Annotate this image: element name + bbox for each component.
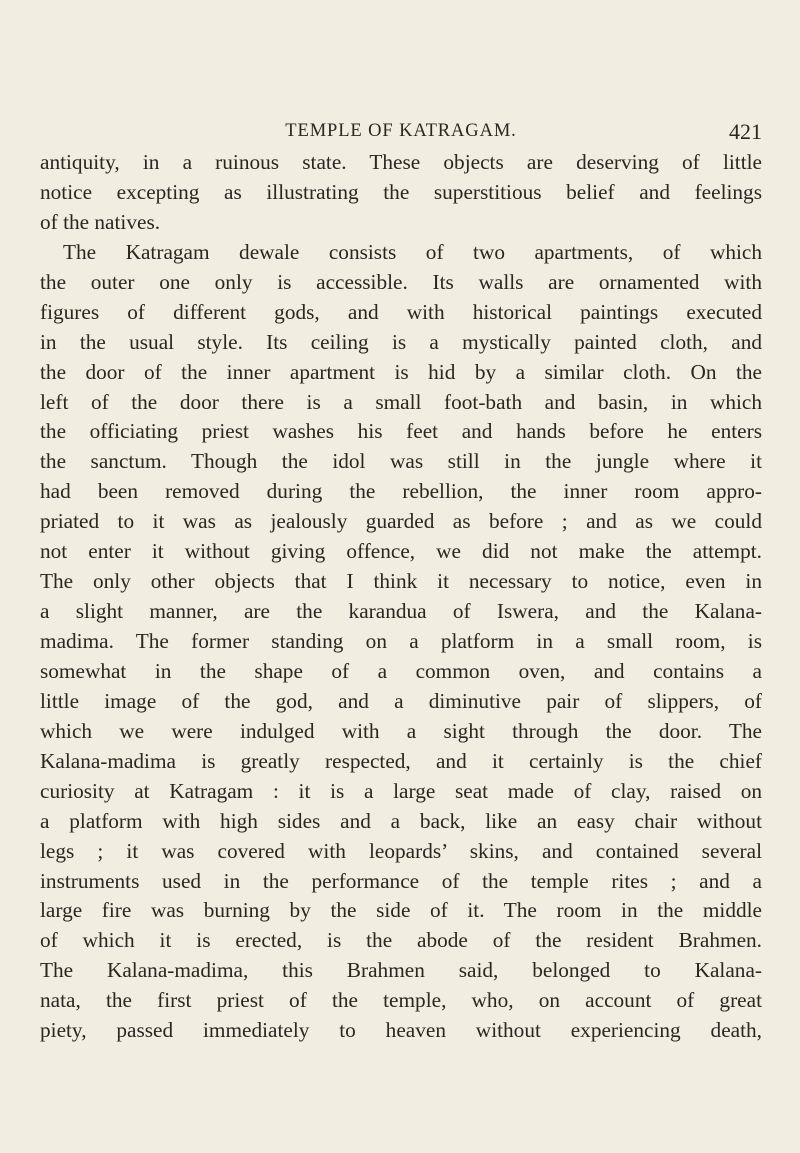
text-line: The Kalana-madima, this Brahmen said, belonged to Kalana-: [40, 958, 762, 983]
text-line: The Katragam dewale consists of two apartments, of which: [63, 239, 762, 264]
text-line: a platform with high sides and a back, like an easy chair without: [40, 808, 762, 833]
text-line: of the natives.: [40, 209, 161, 234]
text-line: piety, passed immediately to heaven without experiencing death,: [40, 1018, 762, 1043]
text-line: somewhat in the shape of a common oven, and contains a: [40, 658, 762, 683]
text-line: The only other objects that I think it necessary to notice, even in: [40, 569, 762, 594]
text-line: figures of different gods, and with historical paintings executed: [40, 299, 762, 324]
text-line: had been removed during the rebellion, the inner room appro-: [40, 479, 762, 504]
running-head: [40, 116, 762, 146]
page-number: 421: [729, 119, 762, 144]
body-text: [40, 148, 762, 1046]
text-line: the door of the inner apartment is hid by a similar cloth. On the: [40, 359, 762, 384]
text-line: the officiating priest washes his feet and hands before he enters: [40, 419, 762, 444]
text-line: notice excepting as illustrating the superstitious belief and feelings: [40, 179, 762, 204]
text-line: legs ; it was covered with leopards’ skins, and contained several: [40, 838, 762, 863]
text-line: in the usual style. Its ceiling is a mystically painted cloth, and: [40, 329, 762, 354]
text-line: antiquity, in a ruinous state. These objects are deserving of little: [40, 150, 762, 174]
text-line: left of the door there is a small foot-bath and basin, in which: [40, 389, 762, 414]
text-line: large fire was burning by the side of it. The room in the middle: [40, 898, 762, 923]
text-line: the sanctum. Though the idol was still in the jungle where it: [40, 449, 762, 474]
text-line: which we were indulged with a sight through the door. The: [40, 718, 762, 743]
text-line: little image of the god, and a diminutive pair of slippers, of: [40, 688, 762, 713]
running-title: TEMPLE OF KATRAGAM.: [285, 121, 517, 141]
text-line: of which it is erected, is the abode of the resident Brahmen.: [40, 928, 762, 953]
text-line: the outer one only is accessible. Its walls are ornamented with: [40, 269, 762, 294]
text-line: instruments used in the performance of the temple rites ; and a: [40, 868, 762, 893]
text-line: Kalana-madima is greatly respected, and it certainly is the chief: [40, 748, 762, 773]
text-line: nata, the first priest of the temple, who, on account of great: [40, 988, 762, 1013]
text-line: curiosity at Katragam : it is a large seat made of clay, raised on: [40, 778, 762, 803]
text-line: priated to it was as jealously guarded as before ; and as we could: [40, 509, 762, 534]
text-line: a slight manner, are the karandua of Iswera, and the Kalana-: [40, 599, 762, 624]
text-line: not enter it without giving offence, we did not make the attempt.: [40, 539, 762, 564]
text-line: madima. The former standing on a platform in a small room, is: [40, 629, 762, 653]
